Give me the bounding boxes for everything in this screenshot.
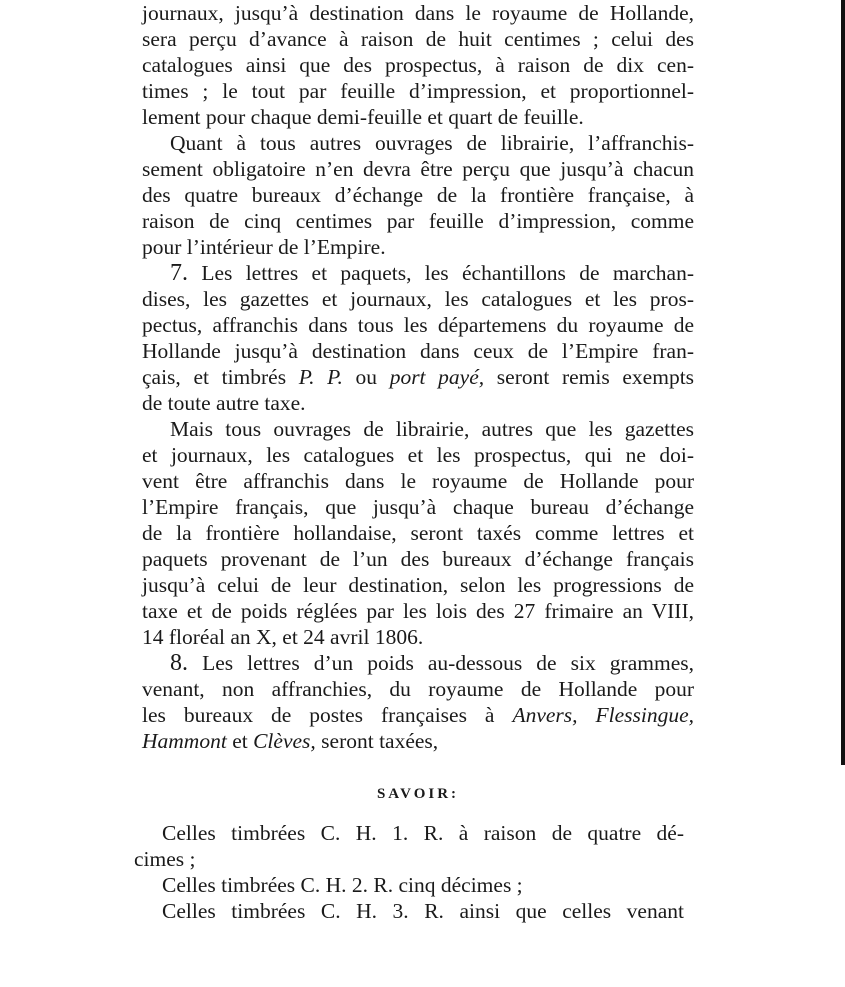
- place-name: Hammont: [142, 729, 227, 753]
- text-line: l’Empire français, que jusqu’à chaque bureau d’échange: [142, 495, 694, 519]
- text-fragment: et: [232, 729, 248, 753]
- article-8: [142, 650, 694, 754]
- article-number: 8.: [170, 650, 188, 676]
- text-fragment: seront remis exempts: [496, 365, 695, 389]
- paragraph-4: [142, 416, 694, 650]
- place-name: Anvers,: [512, 703, 578, 727]
- text-line: de toute autre taxe.: [142, 391, 306, 415]
- place-name: Clèves,: [253, 729, 316, 753]
- stamp-mark: P. P.: [298, 365, 343, 389]
- text-line: times ; le tout par feuille d’impression, et proportionnel-: [142, 79, 694, 103]
- document-body: [142, 0, 694, 754]
- text-line: [142, 260, 694, 286]
- text-line: des quatre bureaux d’échange de la frontière française, à: [142, 183, 694, 207]
- text-line: [142, 728, 694, 754]
- text-line: Hollande jusqu’à destination dans ceux de l’Empire fran-: [142, 339, 694, 363]
- text-line: pour l’intérieur de l’Empire.: [142, 235, 386, 259]
- text-line: [142, 702, 694, 728]
- text-line: journaux, jusqu’à destination dans le royaume de Hollande,: [142, 1, 694, 25]
- text-line: pectus, affranchis dans tous les départemens du royaume de: [142, 313, 694, 337]
- paragraph-2: [142, 130, 694, 260]
- text-line: jusqu’à celui de leur destination, selon les progressions de: [142, 573, 694, 597]
- italic-term: port payé,: [389, 365, 485, 389]
- paragraph-1: [142, 0, 694, 130]
- text-line: catalogues ainsi que des prospectus, à raison de dix cen-: [142, 53, 694, 77]
- text-line: cimes ;: [134, 847, 196, 871]
- article-7: [142, 260, 694, 416]
- text-fragment: Les lettres et paquets, les échantillons de marchan-: [201, 261, 694, 285]
- text-line: [142, 364, 694, 390]
- section-heading: SAVOIR:: [376, 786, 460, 802]
- text-line: taxe et de poids réglées par les lois des 27 frimaire an VIII,: [142, 599, 694, 623]
- text-line: raison de cinq centimes par feuille d’impression, comme: [142, 209, 694, 233]
- text-fragment: ou: [355, 365, 378, 389]
- text-line: [142, 650, 694, 676]
- text-fragment: Les lettres d’un poids au-dessous de six grammes,: [202, 651, 694, 675]
- place-name: Flessingue,: [595, 703, 695, 727]
- text-line: et journaux, les catalogues et les prospectus, qui ne doi-: [142, 443, 694, 467]
- text-line: de la frontière hollandaise, seront taxés comme lettres et: [142, 521, 694, 545]
- text-line: 14 floréal an X, et 24 avril 1806.: [142, 625, 424, 649]
- text-fragment: seront taxées,: [321, 729, 439, 753]
- text-line: dises, les gazettes et journaux, les catalogues et les pros-: [142, 287, 694, 311]
- article-number: 7.: [170, 260, 188, 286]
- text-fragment: çais, et timbrés: [142, 365, 287, 389]
- text-line: Celles timbrées C. H. 1. R. à raison de quatre dé-: [162, 821, 684, 845]
- text-line: paquets provenant de l’un des bureaux d’échange français: [142, 547, 694, 571]
- text-line: sement obligatoire n’en devra être perçu que jusqu’à chacun: [142, 157, 694, 181]
- text-line: venant, non affranchies, du royaume de Hollande pour: [142, 677, 694, 701]
- text-line: Celles timbrées C. H. 3. R. ainsi que celles venant: [162, 899, 684, 923]
- text-line: lement pour chaque demi-feuille et quart de feuille.: [142, 105, 584, 129]
- text-fragment: les bureaux de postes françaises à: [142, 703, 495, 727]
- text-line: Mais tous ouvrages de librairie, autres que les gazettes: [170, 417, 694, 441]
- savoir-list: [134, 820, 684, 924]
- scan-edge: [841, 0, 845, 765]
- text-line: Quant à tous autres ouvrages de librairie, l’affranchis-: [170, 131, 694, 155]
- text-line: Celles timbrées C. H. 2. R. cinq décimes ;: [162, 873, 523, 897]
- text-line: sera perçu d’avance à raison de huit centimes ; celui des: [142, 27, 694, 51]
- text-line: vent être affranchis dans le royaume de Hollande pour: [142, 469, 694, 493]
